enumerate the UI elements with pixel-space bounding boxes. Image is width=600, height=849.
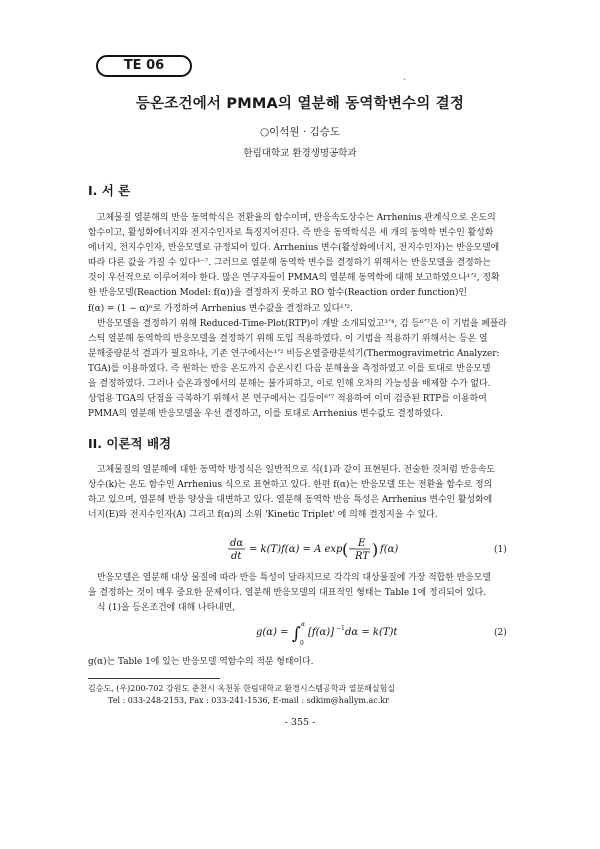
affiliation: 한림대학교 환경생명공학과 [243, 148, 357, 159]
text-line: g(α)는 Table 1에 있는 반응모델 역함수의 적분 형태이다. [88, 657, 314, 667]
svg-text:dα: dα [230, 538, 244, 549]
theory-body-b [88, 571, 512, 616]
footnote-rule [88, 678, 220, 679]
equation-1-number: (1) [494, 545, 507, 555]
svg-text:g(α) =: g(α) = [256, 627, 289, 638]
text-line: f(α) = (1 − α)ⁿ로 가정하여 Arrhenius 변수값을 결정하고 있다¹ʼ². [88, 303, 353, 314]
authors: ○이석원 · 김승도 [259, 126, 341, 138]
svg-text:α: α [301, 621, 306, 628]
text-line: 너지(E)와 전지수인자(A) 그리고 f(α)의 소위 'Kinetic Triplet' 에 의해 결정지을 수 있다. [88, 510, 438, 521]
svg-text:dt: dt [231, 551, 242, 562]
stray-mark: ˋ [403, 78, 407, 87]
equation-1-graphic [225, 536, 425, 562]
text-line: 상수(k)는 온도 함수인 Arrhenius 식으로 표현하고 있다. 한편 f(α)는 반응모델 또는 전환율 함수로 정의 [88, 480, 493, 491]
equation-2-number: (2) [494, 628, 507, 638]
text-line: 을 결정하였다. 그러나 승온과정에서의 분해는 불가피하고, 이로 인해 오차의 가능성을 배제할 수가 없다. [88, 379, 491, 390]
svg-text:∫: ∫ [292, 624, 301, 644]
text-line: 반응모델은 열분해 대상 물질에 따라 반응 특성이 달라지므로 각각의 대상물질에 가장 적합한 반응모델 [97, 573, 491, 583]
theory-body-a [88, 463, 512, 523]
text-line: 상업용 TGA의 단점을 극복하기 위해서 본 연구에서는 김등이⁶ʼ⁷ 적용하여 이미 검증된 RTP를 이용하여 [88, 394, 487, 405]
svg-text:dα = k(T)t: dα = k(T)t [345, 627, 398, 638]
text-line: 고체물질 열분해의 반응 동역학식은 전환율의 함수이며, 반응속도상수는 Arrhenius 관계식으로 온도의 [97, 213, 496, 223]
intro-body [88, 211, 512, 422]
svg-text:−: − [348, 544, 357, 555]
session-tag: TE 06 [96, 55, 192, 77]
footnote-line: 김승도, (우)200-702 강원도 춘천시 옥천동 한림대학교 환경시스템공학과 열분해실험실 [88, 684, 396, 693]
svg-text:[f(α)]: [f(α)] [308, 627, 335, 638]
svg-text:−1: −1 [336, 625, 345, 632]
svg-text:RT: RT [355, 551, 370, 562]
equation-2 [256, 619, 426, 647]
footnote-line: Tel : 033-248-2153, Fax : 033-241-1536, E-mail : sdkim@hallym.ac.kr [108, 696, 389, 705]
page-number: - 355 - [284, 717, 316, 728]
paper-title: 등온조건에서 PMMA의 열분해 동역학변수의 결정 [135, 96, 465, 112]
text-line: 따라 다른 값을 가질 수 있다³⁻⁷. 그러므로 열분해 동역학 변수를 결정하기 위해서는 반응모델을 결정하는 [88, 258, 491, 269]
equation-1 [225, 536, 425, 562]
text-line: PMMA의 열분해 반응모델을 우선 결정하고, 이를 토대로 Arrhenius 변수값도 결정하였다. [88, 409, 443, 420]
text-line: 에너지, 전지수인자, 반응모델로 규정되어 있다. Arrhenius 변수(활성화에너지, 전지수인자)는 반응모델에 [88, 243, 500, 254]
svg-text:): ) [372, 540, 379, 559]
theory-body-c [88, 655, 512, 670]
equation-2-graphic [256, 619, 426, 647]
text-line: 함수이고, 활성화에너지와 전지수인자로 특징지어진다. 즉 반응 동역학식은 세 개의 동역학 변수인 활성화 [88, 228, 494, 239]
section-heading-intro: I. 서 론 [88, 183, 131, 198]
section-heading-theory: II. 이론적 배경 [88, 436, 172, 451]
text-line: 한 반응모델(Reaction Model: f(α))을 결정하지 못하고 RO 함수(Reaction order function)인 [88, 288, 467, 299]
text-line: 스틱 열분해 동역학의 반응모델을 결정하기 위해 도입 적용하였다. 이 기법을 적용하기 위해서는 등온 열 [88, 333, 488, 344]
text-line: 을 결정하는 것이 매우 중요한 문제이다. 열분해 반응모델의 대표적인 형태는 Table 1에 정리되어 있다. [88, 588, 487, 599]
text-line: 하고 있으며, 열분해 반응 양상을 대변하고 있다. 열분해 동역학 반응 특성은 Arrhenius 변수인 활성화에 [88, 495, 493, 506]
footnote [88, 683, 518, 707]
text-line: 반응모델을 결정하기 위해 Reduced-Time-Plot(RTP)이 개발 소개되었고³ʼ⁴, 김 등⁶ʼ⁷은 이 기법을 폐플라 [97, 318, 507, 329]
text-line: 고체물질의 열분해에 대한 동역학 방정식은 일반적으로 식(1)과 같이 표현된다. 전술한 것처럼 반응속도 [97, 465, 495, 475]
svg-text:= k(T)f(α) = A exp: = k(T)f(α) = A exp [249, 544, 343, 555]
text-line: 것이 우선적으로 이루어져야 한다. 많은 연구자들이 PMMA의 열분해 동역학에 대해 보고하였으나¹ʼ², 정확 [88, 273, 500, 284]
svg-text:0: 0 [300, 640, 304, 647]
svg-text:E: E [358, 538, 366, 549]
text-line: 분해중량분석 결과가 필요하나, 기존 연구에서는¹ʼ² 비등온열중량분석기(Thermogravimetric Analyzer: [88, 348, 500, 359]
svg-text:f(α): f(α) [380, 544, 399, 555]
svg-text:(: ( [342, 540, 349, 559]
text-line: TGA)를 이용하였다. 즉 원하는 반응 온도까지 승온시킨 다음 분해율을 측정하였고 이를 토대로 반응모델 [88, 363, 491, 374]
text-line: 식 (1)을 등온조건에 대해 나타내면, [97, 603, 236, 614]
